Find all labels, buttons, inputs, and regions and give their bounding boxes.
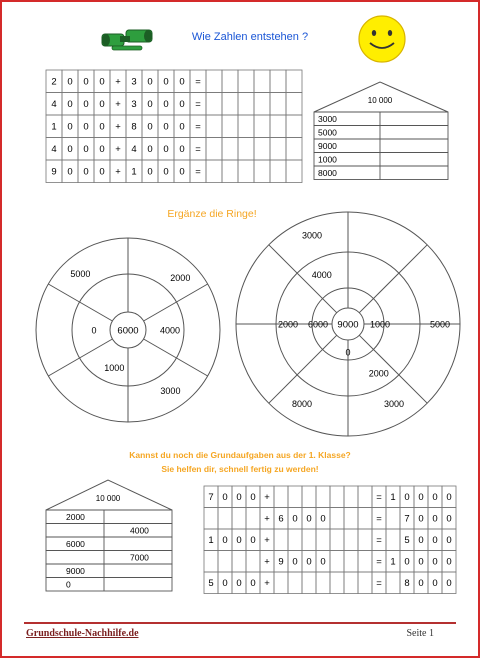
bottom-grid-cell[interactable]: [246, 551, 260, 573]
top-grid-cell[interactable]: [270, 93, 286, 116]
bottom-grid-cell[interactable]: [344, 572, 358, 594]
bottom-grid-digit: 0: [432, 492, 438, 504]
bottom-grid-digit: 6: [278, 513, 284, 525]
top-grid-digit: 0: [99, 76, 105, 88]
house-bottom-row[interactable]: [46, 524, 172, 538]
bottom-grid-digit: 0: [306, 513, 312, 525]
bottom-grid-cell[interactable]: [302, 486, 316, 508]
bottom-grid-digit: 0: [418, 492, 424, 504]
bottom-grid-digit: 0: [236, 492, 242, 504]
top-grid-cell[interactable]: [222, 93, 238, 116]
bottom-grid-digit: +: [264, 535, 270, 547]
top-grid-cell[interactable]: [238, 93, 254, 116]
bottom-grid-digit: 0: [250, 492, 256, 504]
bottom-grid-digit: 0: [250, 578, 256, 590]
top-grid-digit: +: [115, 166, 121, 178]
smiley-icon: [359, 16, 405, 62]
bottom-grid-cell[interactable]: [358, 486, 372, 508]
bottom-grid-digit: =: [376, 513, 382, 525]
rings-title: Ergänze die Ringe!: [167, 208, 257, 220]
bottom-grid-cell[interactable]: [246, 508, 260, 530]
bottom-grid-digit: 0: [306, 556, 312, 568]
bottom-grid-cell[interactable]: [274, 529, 288, 551]
top-grid-digit: 4: [131, 144, 137, 156]
top-grid-digit: +: [115, 76, 121, 88]
binoculars-icon: [102, 30, 152, 50]
top-grid-cell[interactable]: [270, 160, 286, 183]
bottom-grid-cell[interactable]: [274, 486, 288, 508]
bottom-grid-digit: =: [376, 556, 382, 568]
bottom-grid-cell[interactable]: [344, 529, 358, 551]
top-grid-cell[interactable]: [286, 70, 302, 93]
bottom-grid-digit: 0: [432, 513, 438, 525]
bottom-grid-digit: 0: [432, 578, 438, 590]
bottom-grid-digit: 7: [208, 492, 214, 504]
bottom-grid-cell[interactable]: [386, 508, 400, 530]
bottom-grid-digit: 0: [446, 492, 452, 504]
house-top-value: 3000: [318, 114, 337, 124]
ring-value: 0: [91, 325, 97, 336]
bottom-grid-cell[interactable]: [358, 529, 372, 551]
bottom-grid-cell[interactable]: [316, 572, 330, 594]
top-grid-digit: 0: [99, 166, 105, 178]
house-bottom-row[interactable]: [46, 578, 172, 592]
house-top-roof: 10 000: [367, 96, 393, 105]
top-grid-cell[interactable]: [286, 160, 302, 183]
top-grid-digit: 0: [83, 166, 89, 178]
top-grid-digit: =: [195, 99, 201, 111]
bottom-grid-digit: +: [264, 578, 270, 590]
bottom-grid-cell[interactable]: [302, 529, 316, 551]
bottom-grid-cell[interactable]: [386, 529, 400, 551]
bottom-grid-digit: 0: [418, 556, 424, 568]
bottom-grid-cell[interactable]: [218, 551, 232, 573]
bottom-grid-digit: 1: [390, 556, 396, 568]
top-grid-cell[interactable]: [254, 70, 270, 93]
house-bottom-value-left: 0: [66, 579, 71, 590]
top-grid-digit: 0: [83, 99, 89, 111]
bottom-grid-digit: 0: [432, 556, 438, 568]
top-grid-cell[interactable]: [222, 115, 238, 138]
top-grid-digit: 0: [83, 76, 89, 88]
bottom-grid-digit: +: [264, 513, 270, 525]
bottom-grid-digit: 0: [404, 492, 410, 504]
bottom-grid-digit: 5: [404, 535, 410, 547]
bottom-grid-digit: 0: [418, 513, 424, 525]
bottom-grid-digit: 1: [208, 535, 214, 547]
top-grid-digit: 0: [147, 121, 153, 133]
house-bottom-value-right: 4000: [130, 525, 149, 536]
ring-center-value: 9000: [337, 319, 359, 331]
top-grid-cell[interactable]: [206, 70, 222, 93]
top-grid-digit: 0: [99, 99, 105, 111]
bottom-grid-digit: 0: [446, 556, 452, 568]
subtitle-line-2: Sie helfen dir, schnell fertig zu werden!: [161, 464, 319, 474]
top-grid-cell[interactable]: [238, 138, 254, 161]
house-bottom-row[interactable]: [46, 551, 172, 565]
top-grid-cell[interactable]: [222, 70, 238, 93]
bottom-grid-cell[interactable]: [330, 529, 344, 551]
top-grid-digit: 1: [131, 166, 137, 178]
bottom-grid-digit: 7: [404, 513, 410, 525]
bottom-grid-cell[interactable]: [344, 551, 358, 573]
bottom-grid-digit: 0: [446, 578, 452, 590]
house-top: [314, 82, 448, 180]
house-top-value: 1000: [318, 154, 337, 165]
bottom-grid-digit: 0: [320, 556, 326, 568]
bottom-grid-digit: 5: [208, 578, 214, 590]
bottom-grid-digit: 0: [320, 513, 326, 525]
top-grid-digit: 0: [147, 144, 153, 156]
top-grid-digit: 4: [51, 144, 57, 156]
bottom-grid-digit: =: [376, 535, 382, 547]
top-grid-digit: 0: [163, 121, 169, 133]
top-math-grid: [46, 70, 302, 183]
footer-divider: [24, 622, 456, 624]
bottom-grid-digit: 0: [292, 513, 298, 525]
top-grid-digit: 3: [131, 76, 137, 88]
top-grid-digit: +: [115, 99, 121, 111]
top-grid-digit: 0: [67, 166, 73, 178]
bottom-grid-cell[interactable]: [302, 572, 316, 594]
bottom-grid-digit: 0: [446, 535, 452, 547]
top-grid-digit: 0: [179, 144, 185, 156]
house-bottom: [46, 480, 172, 591]
bottom-grid-digit: 0: [250, 535, 256, 547]
bottom-grid-cell[interactable]: [274, 572, 288, 594]
ring-spoke: [48, 284, 112, 321]
ring-left: [36, 238, 220, 422]
top-grid-digit: 0: [147, 166, 153, 178]
top-grid-cell[interactable]: [286, 115, 302, 138]
bottom-grid-cell[interactable]: [344, 508, 358, 530]
bottom-grid-cell[interactable]: [358, 551, 372, 573]
bottom-grid-digit: =: [376, 492, 382, 504]
bottom-grid-digit: 0: [222, 578, 228, 590]
ring-spoke: [144, 284, 208, 321]
top-grid-cell[interactable]: [206, 160, 222, 183]
top-grid-cell[interactable]: [238, 160, 254, 183]
house-bottom-row[interactable]: [46, 537, 172, 551]
top-grid-cell[interactable]: [270, 70, 286, 93]
ring-value: 6000: [307, 319, 329, 330]
bottom-grid-digit: 0: [222, 492, 228, 504]
house-bottom-value-left: 2000: [66, 512, 85, 522]
bottom-grid-cell[interactable]: [330, 551, 344, 573]
ring-value: 5000: [429, 319, 451, 330]
ring-spoke: [48, 339, 112, 376]
bottom-grid-digit: 8: [404, 578, 410, 590]
house-bottom-value-left: 9000: [66, 566, 85, 576]
ring-value: 0: [345, 347, 351, 358]
bottom-grid-digit: 0: [404, 556, 410, 568]
ring-value: 2000: [368, 368, 389, 379]
house-bottom-value-left: 6000: [66, 539, 85, 549]
page-title: Wie Zahlen entstehen ?: [191, 31, 309, 43]
house-top-value: 5000: [318, 127, 337, 138]
top-grid-digit: 8: [131, 121, 137, 133]
footer-page-number: Seite 1: [406, 628, 434, 639]
ring-right: [236, 212, 460, 436]
ring-value: 8000: [291, 399, 313, 410]
ring-value: 5000: [70, 268, 91, 279]
top-grid-digit: 0: [99, 121, 105, 133]
top-grid-cell[interactable]: [270, 138, 286, 161]
bottom-grid-digit: 9: [278, 556, 284, 568]
bottom-grid-cell[interactable]: [316, 529, 330, 551]
top-grid-digit: =: [195, 166, 201, 178]
top-grid-digit: 0: [147, 99, 153, 111]
bottom-grid-cell[interactable]: [232, 551, 246, 573]
top-grid-cell[interactable]: [254, 93, 270, 116]
bottom-grid-digit: 0: [446, 513, 452, 525]
bottom-grid-digit: 1: [390, 492, 396, 504]
worksheet-canvas: [2, 2, 478, 656]
top-grid-digit: 0: [67, 76, 73, 88]
bottom-grid-cell[interactable]: [204, 551, 218, 573]
bottom-grid-cell[interactable]: [344, 486, 358, 508]
top-grid-digit: 0: [163, 99, 169, 111]
top-grid-digit: 0: [147, 76, 153, 88]
bottom-grid-cell[interactable]: [386, 572, 400, 594]
top-grid-digit: +: [115, 144, 121, 156]
top-grid-cell[interactable]: [238, 115, 254, 138]
top-grid-cell[interactable]: [286, 93, 302, 116]
bottom-grid-digit: 0: [236, 578, 242, 590]
top-grid-digit: =: [195, 76, 201, 88]
top-grid-digit: 0: [179, 121, 185, 133]
top-grid-digit: 0: [99, 144, 105, 156]
ring-value: 4000: [159, 325, 181, 336]
bottom-grid-cell[interactable]: [330, 572, 344, 594]
bottom-grid-digit: 0: [236, 535, 242, 547]
house-bottom-row[interactable]: [46, 564, 172, 578]
top-grid-digit: 4: [51, 99, 57, 111]
bottom-grid-cell[interactable]: [358, 572, 372, 594]
top-grid-cell[interactable]: [254, 138, 270, 161]
house-top-value: 8000: [318, 168, 337, 178]
bottom-grid-digit: 0: [418, 578, 424, 590]
top-grid-cell[interactable]: [206, 115, 222, 138]
top-grid-digit: 0: [163, 144, 169, 156]
ring-value: 3000: [302, 230, 323, 241]
bottom-grid-cell[interactable]: [288, 572, 302, 594]
top-grid-digit: 0: [67, 144, 73, 156]
top-grid-digit: =: [195, 144, 201, 156]
top-grid-digit: 0: [179, 166, 185, 178]
bottom-grid-cell[interactable]: [204, 508, 218, 530]
ring-value: 2000: [170, 273, 191, 284]
ring-value: 2000: [277, 319, 299, 330]
top-grid-cell[interactable]: [222, 138, 238, 161]
top-grid-cell[interactable]: [286, 138, 302, 161]
top-grid-digit: 0: [179, 76, 185, 88]
top-grid-digit: 1: [51, 121, 57, 133]
top-grid-digit: 0: [67, 99, 73, 111]
top-grid-digit: 0: [163, 166, 169, 178]
ring-value: 1000: [369, 319, 391, 330]
house-bottom-row[interactable]: [46, 510, 172, 524]
bottom-math-grid: [204, 486, 456, 594]
ring-center-value: 6000: [117, 325, 139, 337]
bottom-grid-cell[interactable]: [232, 508, 246, 530]
top-grid-digit: 0: [83, 121, 89, 133]
top-grid-digit: 0: [67, 121, 73, 133]
bottom-grid-digit: 0: [292, 556, 298, 568]
bottom-grid-cell[interactable]: [288, 486, 302, 508]
ring-value: 3000: [383, 399, 405, 410]
top-grid-cell[interactable]: [254, 115, 270, 138]
top-grid-cell[interactable]: [238, 70, 254, 93]
top-grid-cell[interactable]: [270, 115, 286, 138]
bottom-grid-digit: +: [264, 556, 270, 568]
subtitle-line-1: Kannst du noch die Grundaufgaben aus der 1. Klasse?: [129, 450, 351, 460]
bottom-grid-cell[interactable]: [288, 529, 302, 551]
bottom-grid-digit: =: [376, 578, 382, 590]
top-grid-digit: 9: [51, 166, 57, 178]
bottom-grid-digit: 0: [418, 535, 424, 547]
bottom-grid-cell[interactable]: [330, 508, 344, 530]
bottom-grid-cell[interactable]: [218, 508, 232, 530]
top-grid-cell[interactable]: [206, 138, 222, 161]
top-grid-digit: 3: [131, 99, 137, 111]
top-grid-digit: +: [115, 121, 121, 133]
bottom-grid-cell[interactable]: [358, 508, 372, 530]
top-grid-digit: 0: [83, 144, 89, 156]
footer-site-link[interactable]: Grundschule-Nachhilfe.de: [26, 628, 139, 639]
ring-spoke: [144, 339, 208, 376]
top-grid-digit: 0: [179, 99, 185, 111]
top-grid-digit: =: [195, 121, 201, 133]
ring-value: 4000: [311, 270, 332, 281]
house-top-value: 9000: [318, 141, 337, 151]
top-grid-cell[interactable]: [254, 160, 270, 183]
top-grid-cell[interactable]: [222, 160, 238, 183]
house-bottom-value-right: 7000: [130, 552, 149, 563]
bottom-grid-digit: 0: [432, 535, 438, 547]
bottom-grid-cell[interactable]: [330, 486, 344, 508]
ring-value: 3000: [160, 386, 181, 397]
house-bottom-roof: 10 000: [95, 494, 121, 503]
bottom-grid-digit: +: [264, 492, 270, 504]
bottom-grid-digit: 0: [222, 535, 228, 547]
ring-value: 1000: [104, 363, 125, 374]
top-grid-cell[interactable]: [206, 93, 222, 116]
top-grid-digit: 2: [51, 76, 57, 88]
bottom-grid-cell[interactable]: [316, 486, 330, 508]
top-grid-digit: 0: [163, 76, 169, 88]
